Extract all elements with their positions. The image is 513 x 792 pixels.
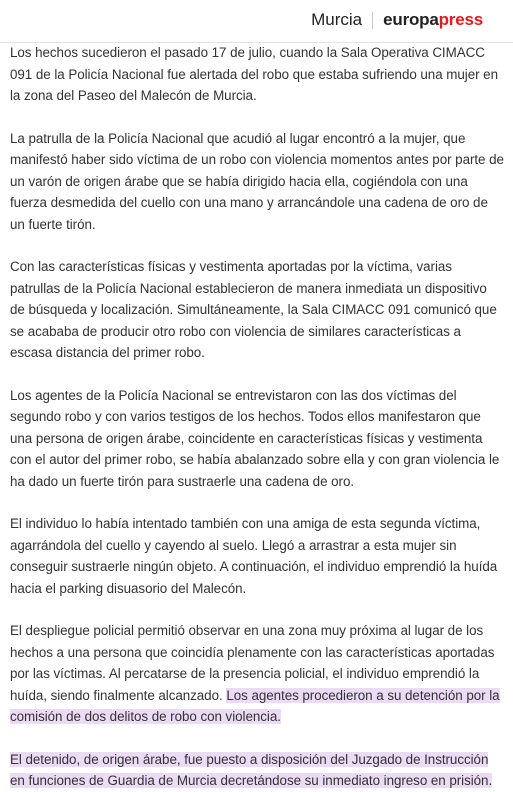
site-header <box>0 0 513 43</box>
article-paragraph-7 <box>10 749 505 792</box>
article-paragraph-4: Los agentes de la Policía Nacional se entrevistaron con las dos víctimas del segundo robo y con varios testigos de los hechos. Todos ellos manifestaron que una persona de origen árabe, coincidente en características físicas y vestimenta con el autor del primer robo, se había abalanzado sobre ella y con gran violencia le ha dado un fuerte tirón para sustraerle una cadena de oro. <box>10 387 500 489</box>
section-link-murcia[interactable]: Murcia <box>311 10 363 29</box>
brand <box>311 9 483 31</box>
paragraph-6-text: El despliegue policial permitió observar en una zona muy próxima al lugar de los hechos a una persona que coincidía plenamente con las características aportadas por las víctimas. Al percatarse de la presencia policial, el individuo emprendió la huída, siendo finalmente alcanzado. <box>10 623 495 703</box>
highlighted-text: Los agentes procedieron a su detención por la comisión de dos delitos de robo con violencia. <box>10 687 500 724</box>
article-paragraph-2: La patrulla de la Policía Nacional que acudió al lugar encontró a la mujer, que manifestó haber sido víctima de un robo con violencia momentos antes por parte de un varón de origen árabe que se había dirigido hacia ella, cogiéndola con una fuerza desmedida del cuello con una mano y arrancándole una cadena de oro de un fuerte tirón. <box>10 130 504 232</box>
logo-text-europa: europa <box>383 10 439 29</box>
header-divider <box>372 12 373 29</box>
article-paragraph-3: Con las características físicas y vestimenta aportadas por la víctima, varias patrullas de la Policía Nacional establecieron de manera inmediata un dispositivo de búsqueda y localización. Simultáneamente, la Sala CIMACC 091 comunicó que se acababa de producir otro robo con violencia de similares características a escasa distancia del primer robo. <box>10 259 497 360</box>
article-paragraph-1: Los hechos sucedieron el pasado 17 de julio, cuando la Sala Operativa CIMACC 091 de la Policía Nacional fue alertada del robo que estaba sufriendo una mujer en la zona del Paseo del Malecón de Murcia. <box>10 45 498 103</box>
highlighted-text: El detenido, de origen árabe, fue puesto a disposición del Juzgado de Instrucción en funciones de Guardia de Murcia decretándose su inmediato ingreso en prisión. <box>10 751 493 788</box>
logo-text-press: press <box>438 10 483 29</box>
europapress-logo[interactable] <box>383 10 483 30</box>
article-paragraph-6 <box>10 620 505 728</box>
article-paragraph-5: El individuo lo había intentado también con una amiga de esta segunda víctima, agarrándola del cuello y cayendo al suelo. Llegó a arrastrar a esta mujer sin conseguir sustraerle ningún objeto. A continuación, el individuo emprendió la huída hacia el parking disuasorio del Malecón. <box>10 516 498 596</box>
article-body <box>0 42 513 792</box>
